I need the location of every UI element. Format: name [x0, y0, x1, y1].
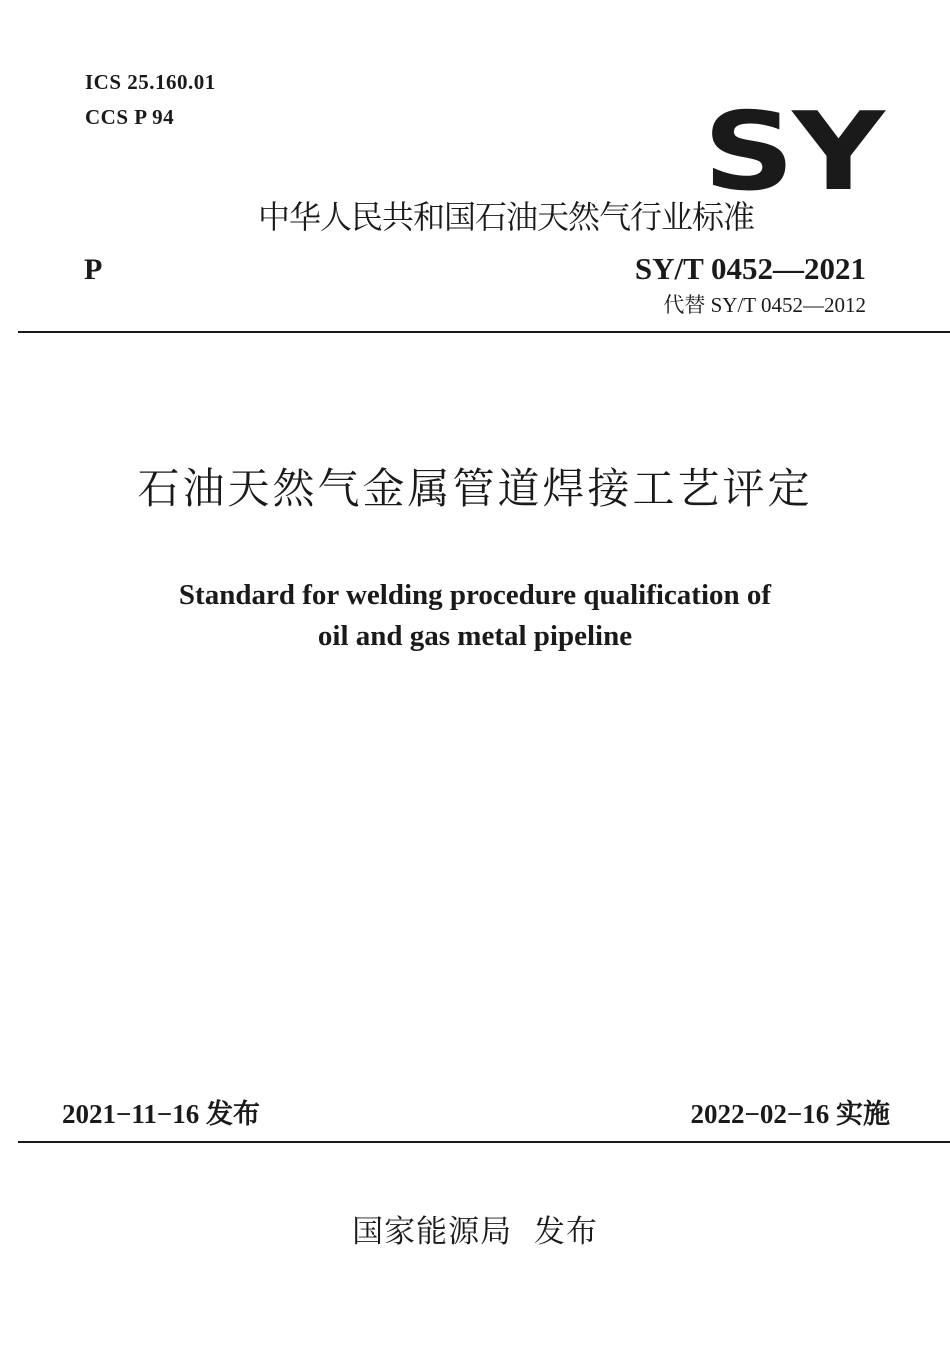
issue-date: 2021−11−16 发布: [62, 1099, 261, 1129]
standard-number: SY/T 0452—2021: [634, 251, 866, 286]
english-title-line-1: Standard for welding procedure qualification of: [178, 579, 772, 611]
industry-standard-title: 中华人民共和国石油天然气行业标准: [258, 198, 755, 236]
english-title: [0, 575, 950, 657]
sy-logo: SY: [703, 90, 883, 215]
ics-code: ICS 25.160.01: [85, 70, 216, 94]
category-letter: P: [84, 253, 103, 286]
top-divider: [18, 331, 950, 333]
chinese-title: 石油天然气金属管道焊接工艺评定: [137, 464, 813, 513]
implementation-date: 2022−02−16 实施: [690, 1099, 890, 1129]
publisher: 国家能源局 发布: [352, 1214, 598, 1250]
bottom-divider: [18, 1141, 950, 1143]
replaces-standard: 代替 SY/T 0452—2012: [663, 293, 866, 317]
english-title-line-2: oil and gas metal pipeline: [317, 620, 633, 652]
ccs-code: CCS P 94: [85, 105, 175, 129]
